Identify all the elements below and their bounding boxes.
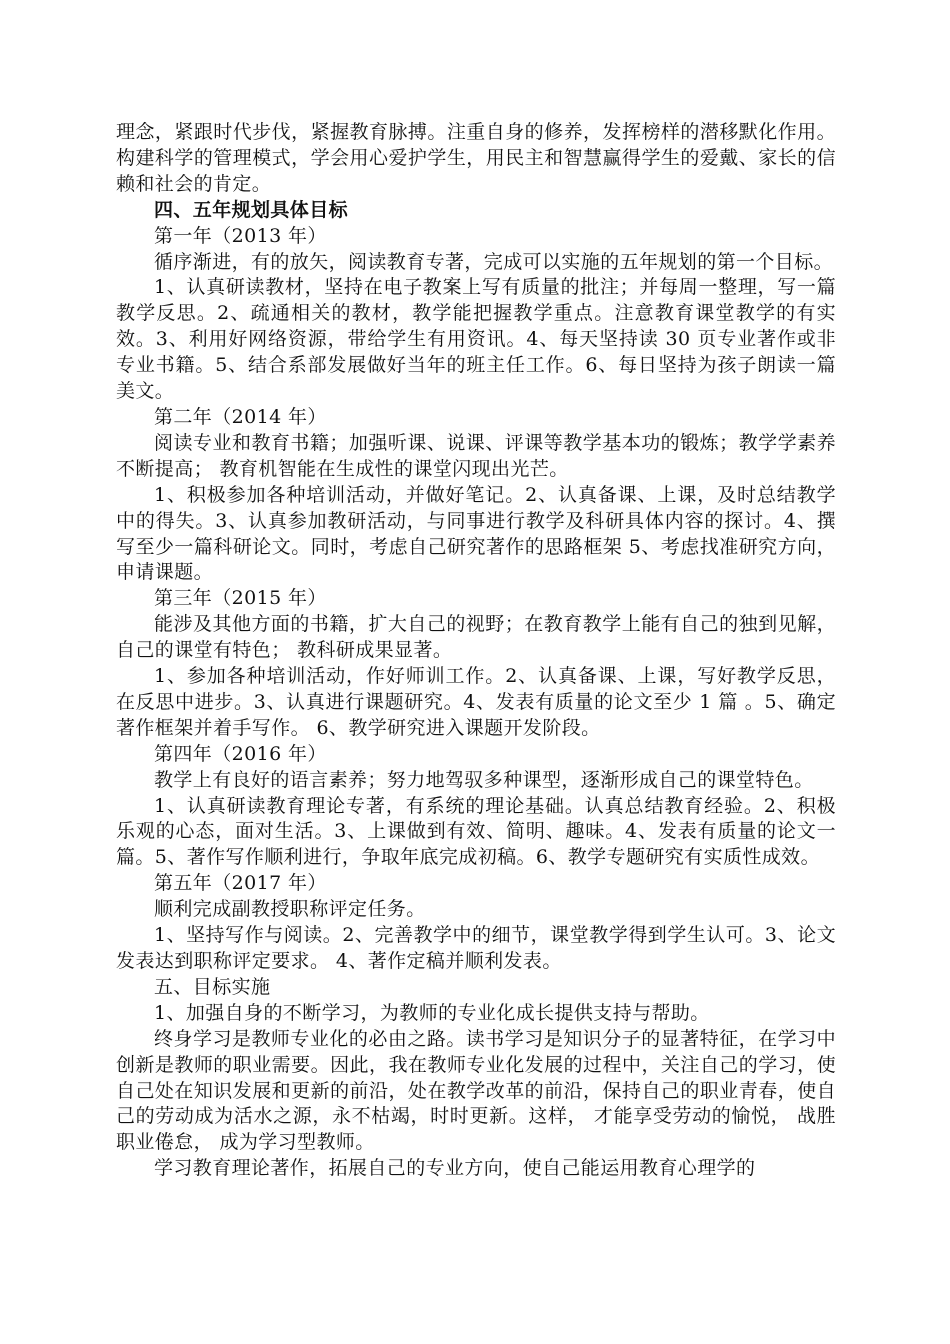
paragraph: 顺利完成副教授职称评定任务。	[154, 898, 426, 921]
year-heading: 第一年（2013 年）	[154, 224, 327, 247]
paragraph: 能涉及其他方面的书籍，扩大自己的视野；在教育教学上能有自己的独到见解，自己的课堂有特色； 教科研成果显著。	[116, 613, 836, 662]
year-heading: 第二年（2014 年）	[154, 405, 327, 428]
paragraph: 理念，紧跟时代步伐，紧握教育脉搏。注重自身的修养，发挥榜样的潜移默化作用。构建科学的管理模式，学会用心爱护学生，用民主和智慧赢得学生的爱戴、家长的信赖和社会的肯定。	[116, 121, 836, 195]
paragraph: 1、加强自身的不断学习，为教师的专业化成长提供支持与帮助。	[154, 1001, 710, 1024]
paragraph: 学习教育理论著作，拓展自己的专业方向，使自己能运用教育心理学的	[154, 1157, 756, 1180]
paragraph: 阅读专业和教育书籍；加强听课、说课、评课等教学基本功的锻炼；教学学素养不断提高； 教育机智能在生成性的课堂闪现出光芒。	[116, 431, 836, 480]
paragraph: 教学上有良好的语言素养；努力地驾驭多种课型，逐渐形成自己的课堂特色。	[154, 768, 814, 791]
document-page	[116, 120, 836, 1182]
paragraph: 1、参加各种培训活动，作好师训工作。2、认真备课、上课，写好教学反思，在反思中进步。3、认真进行课题研究。4、发表有质量的论文至少 1 篇 。5、确定著作框架并着手写作。 6、教学研究进入课题开发阶段。	[116, 665, 836, 739]
year-heading: 第四年（2016 年）	[154, 742, 327, 765]
paragraph: 1、认真研读教育理论专著，有系统的理论基础。认真总结教育经验。2、积极乐观的心态，面对生活。3、上课做到有效、简明、趣味。4、发表有质量的论文一篇。5、著作写作顺利进行，争取年底完成初稿。6、教学专题研究有实质性成效。	[116, 794, 836, 869]
year-heading: 第五年（2017 年）	[154, 872, 327, 895]
section-heading: 四、五年规划具体目标	[154, 198, 349, 221]
year-heading: 第三年（2015 年）	[154, 587, 327, 610]
paragraph: 1、积极参加各种培训活动，并做好笔记。2、认真备课、上课，及时总结教学中的得失。3、认真参加教研活动，与同事进行教学及科研具体内容的探讨。4、撰写至少一篇科研论文。同时，考虑自己研究著作的思路框架 5、考虑找准研究方向，申请课题。	[116, 483, 836, 584]
paragraph: 终身学习是教师专业化的必由之路。读书学习是知识分子的显著特征，在学习中创新是教师的职业需要。因此，我在教师专业化发展的过程中，关注自己的学习，使自己处在知识发展和更新的前沿，处在教学改革的前沿，保持自己的职业青春，使自己的劳动成为活水之源，永不枯竭，时时更新。这样， 才能享受劳动的愉悦， 战胜职业倦怠， 成为学习型教师。	[116, 1027, 836, 1154]
section-heading: 五、目标实施	[154, 975, 271, 998]
paragraph: 1、坚持写作与阅读。2、完善教学中的细节，课堂教学得到学生认可。3、论文发表达到职称评定要求。 4、著作定稿并顺利发表。	[116, 924, 836, 972]
paragraph: 循序渐进，有的放矢，阅读教育专著，完成可以实施的五年规划的第一个目标。	[154, 250, 834, 273]
paragraph: 1、认真研读教材，坚持在电子教案上写有质量的批注；并每周一整理，写一篇教学反思。2、疏通相关的教材，教学能把握教学重点。注意教育课堂教学的有实效。3、利用好网络资源，带给学生有用资讯。4、每天坚持读 30 页专业著作或非专业书籍。5、结合系部发展做好当年的班主任工作。6、每日坚持为孩子朗读一篇美文。	[116, 276, 836, 403]
